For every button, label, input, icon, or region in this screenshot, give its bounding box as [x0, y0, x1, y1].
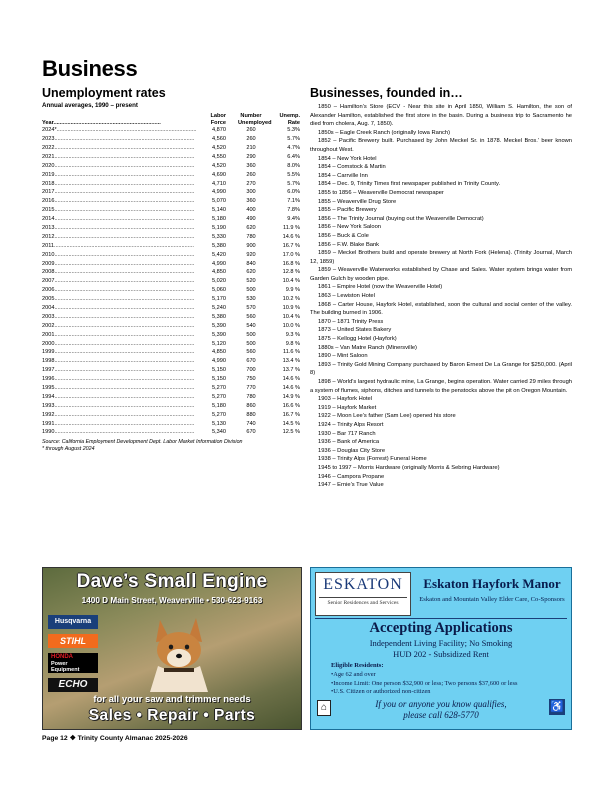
cell-num: 490: [246, 216, 256, 223]
table-row: [42, 162, 300, 171]
list-item: 1850 – Hamilton’s Store (ECV - Near this site in April 1850, William S. Hamilton, the son of Alexander Hamilton, established the first store in the basin. During a business trip to Sacramento he died from cholera, Aug. 7, 1850).: [310, 104, 572, 128]
table-row: [42, 206, 300, 215]
list-item: 1936 – Douglas City Store: [318, 447, 386, 454]
cell-num: 500: [246, 287, 256, 294]
cell-rate: 14.6 %: [282, 385, 300, 392]
cell-rate: 5.5%: [287, 171, 300, 178]
list-item: • Age 62 and over: [331, 671, 517, 680]
cell-rate: 5.7%: [287, 136, 300, 143]
unemployment-table: [42, 113, 300, 437]
table-row: [42, 286, 300, 295]
cell-force: 5,270: [212, 385, 226, 392]
ad-eskaton-line2: HUD 202 - Subsidized Rent: [393, 649, 489, 659]
table-body: [42, 126, 300, 437]
cell-force: 5,170: [212, 296, 226, 303]
husqvarna-logo: Husqvarna: [48, 615, 98, 629]
cell-num: 670: [246, 429, 256, 436]
cell-year: 1999..........................................................................................: [42, 349, 195, 356]
cell-force: 4,850: [212, 269, 226, 276]
cell-num: 840: [246, 260, 256, 267]
cell-rate: 16.8 %: [282, 260, 300, 267]
cell-num: 360: [246, 162, 256, 169]
cell-year: 1995..........................................................................................: [42, 385, 195, 392]
list-item: 1870 – 1871 Trinity Press: [318, 318, 384, 325]
cell-num: 570: [246, 305, 256, 311]
cell-num: 880: [246, 411, 256, 418]
cell-year: 2017..........................................................................................: [42, 189, 195, 196]
table-row: [42, 135, 300, 144]
cell-num: 500: [246, 331, 256, 338]
stihl-logo: STIHL: [48, 634, 98, 648]
cell-rate: 14.6 %: [282, 376, 300, 383]
cell-force: 5,130: [212, 420, 226, 427]
cell-rate: 6.0%: [287, 189, 300, 196]
cell-force: 4,520: [212, 162, 226, 169]
list-item: 1859 – Meckel Brothers build and operate brewery at North Fork (Helena). (Trinity Journal, March 12, 1859): [310, 250, 572, 265]
cell-force: 5,020: [212, 278, 226, 285]
ad-eskaton-eligible-list: [331, 671, 517, 697]
cell-year: 2003..........................................................................................: [42, 313, 195, 320]
table-row: [42, 197, 300, 206]
list-item: 1855 to 1856 – Weaverville Democrat newspaper: [318, 189, 444, 196]
table-row: [42, 251, 300, 260]
cell-force: 4,690: [212, 171, 226, 178]
cell-force: 5,070: [212, 198, 226, 205]
cell-num: 260: [246, 171, 256, 178]
ad-eskaton-eligible-label: Eligible Residents:: [331, 662, 384, 669]
ad-eskaton-accepting: Accepting Applications: [369, 620, 513, 636]
unemployment-section: [42, 86, 300, 453]
unemployment-title: Unemployment rates: [42, 86, 166, 100]
cell-year: 2005..........................................................................................: [42, 296, 195, 303]
list-item: 1880s – Van Matre Ranch (Minersville): [318, 344, 417, 351]
cell-num: 670: [246, 358, 256, 365]
cell-num: 260: [246, 136, 256, 143]
table-row: [42, 260, 300, 269]
cell-rate: 9.8 %: [285, 340, 300, 347]
cell-year: 2023..........................................................................................: [42, 136, 195, 143]
table-row: [42, 304, 300, 313]
cell-num: 740: [246, 420, 256, 427]
cell-force: 5,270: [212, 411, 226, 418]
cell-year: 2010..........................................................................................: [42, 251, 195, 258]
cell-num: 400: [246, 207, 256, 214]
wheelchair-accessible-icon: ♿: [550, 701, 564, 713]
businesses-list: [310, 103, 572, 490]
table-row: [42, 153, 300, 162]
cell-year: 1991..........................................................................................: [42, 420, 195, 427]
list-item: 1863 – Lewiston Hotel: [318, 293, 375, 300]
cell-force: 4,850: [212, 349, 226, 356]
cell-year: 2002..........................................................................................: [42, 322, 195, 329]
cell-force: 4,990: [212, 260, 226, 267]
echo-logo: ECHO: [48, 678, 98, 692]
cell-num: 620: [246, 224, 256, 231]
cell-rate: 5.7%: [287, 180, 300, 187]
page-title: Business: [42, 56, 138, 81]
divider: [315, 618, 567, 619]
table-row: [42, 180, 300, 189]
cell-year: 2012..........................................................................................: [42, 233, 195, 240]
cell-num: 300: [246, 189, 256, 196]
cell-force: 5,380: [212, 313, 226, 320]
cell-num: 270: [246, 180, 256, 187]
ad-eskaton-name: Eskaton Hayfork Manor: [423, 576, 561, 591]
table-row: [42, 348, 300, 357]
table-row: [42, 375, 300, 384]
table-row: [42, 357, 300, 366]
cell-year: 2007..........................................................................................: [42, 278, 195, 285]
cell-rate: 12.5 %: [282, 429, 300, 436]
ad-daves-services: Sales • Repair • Parts: [88, 707, 256, 724]
list-item: 1854 – Carrville Inn: [318, 172, 368, 179]
list-item: 1868 – Carter House, Hayfork Hotel, established, soon the cultural and social center of the valley. The building burned in 1906.: [310, 301, 572, 317]
header-number-unemployed: Number Unemployed: [238, 113, 272, 126]
cell-year: 2008..........................................................................................: [42, 269, 195, 276]
list-item: 1856 – New York Saloon: [318, 224, 381, 231]
cell-force: 5,380: [212, 242, 226, 249]
cell-rate: 12.8 %: [282, 269, 300, 276]
header-year: Year.....................................................................: [42, 119, 161, 126]
cell-rate: 10.2 %: [282, 296, 300, 303]
cell-year: 2013..........................................................................................: [42, 224, 195, 231]
list-item: 1855 – Pacific Brewery: [318, 207, 377, 214]
table-row: [42, 126, 300, 135]
cell-rate: 10.0 %: [282, 322, 300, 329]
cell-rate: 5.3%: [287, 127, 300, 134]
table-row: [42, 402, 300, 411]
cell-force: 5,140: [212, 207, 226, 214]
ad-daves-title: Dave’s Small Engine: [76, 571, 268, 592]
cell-num: 260: [246, 127, 256, 134]
cell-year: 2018..........................................................................................: [42, 180, 195, 187]
cell-force: 5,390: [212, 322, 226, 329]
cell-force: 5,190: [212, 224, 226, 231]
table-row: [42, 295, 300, 304]
cell-year: 2009..........................................................................................: [42, 260, 195, 267]
cell-year: 2001..........................................................................................: [42, 331, 195, 338]
ad-eskaton-line1: Independent Living Facility; No Smoking: [369, 638, 513, 648]
list-item: 1856 – The Trinity Journal (buying out the Weaverville Democrat): [318, 215, 484, 222]
cell-force: 5,180: [212, 216, 226, 223]
unemployment-source: Source: California Employment Development Dept. Labor Market Information Division * through August 2024: [42, 439, 300, 453]
list-item: 1938 – Trinity Alps (Forrest) Funeral Home: [318, 456, 427, 463]
unemployment-note: * through August 2024: [42, 446, 95, 453]
table-row: [42, 144, 300, 153]
cell-year: 2021..........................................................................................: [42, 153, 195, 160]
list-item: 1924 – Trinity Alps Resort: [318, 421, 384, 428]
ad-daves-tagline: for all your saw and trimmer needs: [93, 694, 251, 705]
cell-year: 2022..........................................................................................: [42, 144, 195, 151]
cell-force: 5,340: [212, 429, 226, 436]
cell-force: 4,710: [212, 180, 226, 187]
cell-rate: 16.6 %: [282, 402, 300, 409]
cell-force: 5,150: [212, 376, 226, 383]
cell-year: 1992..........................................................................................: [42, 411, 195, 418]
cell-rate: 10.9 %: [282, 305, 300, 311]
eskaton-logo: ESKATON Senior Residences and Services: [315, 572, 411, 616]
cell-force: 4,990: [212, 189, 226, 196]
list-item: 1946 – Campora Propane: [318, 473, 385, 480]
header-labor-force: Labor Force: [210, 113, 226, 126]
cell-rate: 14.9 %: [282, 393, 300, 400]
cell-force: 5,120: [212, 340, 226, 347]
equal-housing-icon: ⌂: [317, 700, 331, 716]
list-item: 1873 – United States Bakery: [318, 327, 392, 334]
cell-rate: 9.3 %: [285, 331, 300, 338]
table-row: [42, 340, 300, 349]
cell-num: 290: [246, 153, 256, 160]
list-item: 1930 – Bar 717 Ranch: [318, 430, 376, 437]
ad-eskaton-call2: please call 628-5770: [403, 710, 479, 720]
table-row: [42, 331, 300, 340]
cell-year: 1994..........................................................................................: [42, 393, 195, 400]
cell-num: 780: [246, 233, 256, 240]
cell-rate: 10.4 %: [282, 313, 300, 320]
cell-year: 2024*..........................................................................................: [42, 127, 196, 134]
list-item: • U.S. Citizen or authorized non-citizen: [331, 688, 517, 697]
cell-year: 2016..........................................................................................: [42, 198, 195, 205]
cell-force: 4,550: [212, 153, 226, 160]
cell-rate: 11.9 %: [283, 224, 300, 231]
cell-year: 1993..........................................................................................: [42, 402, 195, 409]
dog-photo-icon: [138, 612, 228, 692]
cell-rate: 6.4%: [287, 153, 300, 160]
cell-rate: 9.9 %: [285, 287, 300, 294]
table-row: [42, 366, 300, 375]
cell-force: 5,060: [212, 287, 226, 294]
ad-eskaton-call1: If you or anyone you know qualifies,: [375, 699, 507, 709]
cell-num: 520: [246, 278, 256, 285]
table-row: [42, 188, 300, 197]
cell-rate: 9.4%: [287, 216, 300, 223]
list-item: 1947 – Ernie’s True Value: [318, 482, 384, 489]
list-item: • Income Limit: One person $32,900 or less; Two persons $37,600 or less: [331, 680, 517, 689]
cell-year: 1990..........................................................................................: [42, 429, 195, 436]
cell-rate: 14.6 %: [282, 233, 300, 240]
cell-num: 560: [246, 349, 256, 356]
list-item: 1861 – Empire Hotel (now the Weaverville Hotel): [318, 284, 443, 291]
list-item: 1893 – Trinity Gold Mining Company purchased by Baron Ernest De La Grange for $250,000. (April 8): [310, 361, 572, 377]
ad-daves-small-engine: [42, 567, 302, 730]
cell-num: 540: [246, 322, 256, 329]
cell-rate: 14.5 %: [282, 420, 300, 427]
cell-rate: 13.7 %: [282, 367, 300, 374]
ad-daves-address: 1400 D Main Street, Weaverville • 530-623-9163: [81, 596, 263, 605]
cell-force: 5,330: [212, 233, 226, 240]
cell-num: 900: [246, 242, 256, 249]
table-row: [42, 384, 300, 393]
cell-rate: 7.8%: [287, 207, 300, 214]
table-row: [42, 411, 300, 420]
list-item: 1856 – F.W. Blake Bank: [318, 241, 380, 248]
cell-rate: 17.0 %: [282, 251, 300, 258]
table-row: [42, 313, 300, 322]
cell-rate: 16.7 %: [282, 411, 300, 418]
cell-year: 2014..........................................................................................: [42, 216, 195, 223]
cell-rate: 10.4 %: [282, 278, 300, 285]
list-item: 1936 – Bank of America: [318, 439, 380, 446]
cell-year: 2000..........................................................................................: [42, 340, 195, 347]
header-unemp-rate: Unemp. Rate: [279, 113, 300, 126]
businesses-section: [310, 86, 572, 490]
list-item: 1852 – Pacific Brewery built. Purchased by John Meckel Sr. in 1878. Meckel Bros.’ beer known throughout West.: [310, 138, 572, 153]
table-row: [42, 233, 300, 242]
cell-num: 360: [246, 198, 256, 205]
cell-year: 2006..........................................................................................: [42, 287, 195, 294]
honda-logo: HONDA Power Equipment: [48, 653, 98, 673]
cell-force: 5,180: [212, 402, 226, 409]
table-row: [42, 171, 300, 180]
cell-force: 5,420: [212, 251, 226, 258]
cell-rate: 4.7%: [287, 144, 300, 151]
cell-rate: 7.1%: [287, 198, 300, 205]
list-item: 1922 – Moon Lee’s father (Sam Lee) opened his store: [318, 413, 456, 420]
list-item: 1890 – Mint Saloon: [318, 353, 368, 360]
list-item: 1854 – Dec. 9, Trinity Times first newspaper published in Trinity County.: [318, 181, 501, 188]
list-item: 1856 – Buck & Cole: [318, 232, 369, 239]
unemployment-subtitle: Annual averages, 1990 – present: [42, 102, 138, 109]
cell-num: 530: [246, 296, 256, 303]
cell-force: 4,990: [212, 358, 226, 365]
cell-num: 750: [246, 376, 256, 383]
cell-rate: 11.6 %: [283, 349, 300, 356]
table-row: [42, 428, 300, 437]
cell-year: 1996..........................................................................................: [42, 376, 195, 383]
table-row: [42, 242, 300, 251]
cell-num: 500: [246, 340, 256, 347]
cell-year: 2011..........................................................................................: [42, 242, 194, 249]
list-item: 1898 – World’s largest hydraulic mine, La Grange, begins operation. Water carried 29 miles through a system of flumes, siphons, ditches and tunnels to the penstocks above the pit on Oregon Mountain.: [310, 379, 572, 394]
cell-rate: 13.4 %: [282, 358, 300, 365]
table-row: [42, 268, 300, 277]
cell-num: 560: [246, 313, 256, 320]
cell-num: 210: [246, 144, 256, 151]
businesses-title: Businesses, founded in…: [310, 86, 463, 100]
table-row: [42, 322, 300, 331]
cell-force: 5,390: [212, 331, 226, 338]
ad-eskaton-hayfork-manor: [310, 567, 572, 730]
list-item: 1854 – Comstock & Martin: [318, 164, 386, 171]
list-item: 1850s – Eagle Creek Ranch (originally Iowa Ranch): [318, 129, 451, 136]
list-item: 1875 – Kellogg Hotel (Hayfork): [318, 336, 397, 343]
table-row: [42, 277, 300, 286]
cell-rate: 16.7 %: [282, 242, 300, 249]
list-item: 1859 – Weaverville Waterworks established by Chase and Sales. Water system brings water from Garden Gulch by wooden pipe.: [310, 267, 572, 282]
table-header: [42, 113, 300, 126]
cell-year: 1997..........................................................................................: [42, 367, 195, 374]
table-row: [42, 224, 300, 233]
cell-year: 1998..........................................................................................: [42, 358, 195, 365]
cell-year: 2020..........................................................................................: [42, 162, 195, 169]
cell-num: 770: [246, 385, 256, 392]
cell-force: 4,520: [212, 144, 226, 151]
page-footer: Page 12 ❖ Trinity County Almanac 2025-2026: [42, 735, 188, 742]
cell-force: 4,870: [212, 127, 226, 134]
ad-eskaton-cosponsors: Eskaton and Mountain Valley Elder Care, Co-Sponsors: [419, 596, 565, 603]
cell-force: 5,240: [212, 305, 226, 311]
table-row: [42, 420, 300, 429]
cell-num: 700: [246, 367, 256, 374]
cell-rate: 8.0%: [287, 162, 300, 169]
list-item: 1903 – Hayfork Hotel: [318, 396, 373, 403]
cell-num: 780: [246, 393, 256, 400]
cell-year: 2015..........................................................................................: [42, 207, 195, 214]
list-item: 1854 – New York Hotel: [318, 155, 377, 162]
cell-num: 860: [246, 402, 256, 409]
cell-force: 4,560: [212, 136, 226, 143]
cell-force: 5,270: [212, 393, 226, 400]
list-item: 1945 to 1997 – Morris Hardware (originally Morris & Sebring Hardware): [318, 464, 500, 471]
cell-force: 5,150: [212, 367, 226, 374]
cell-num: 620: [246, 269, 256, 276]
list-item: 1919 – Hayfork Market: [318, 404, 377, 411]
cell-year: 2019..........................................................................................: [42, 171, 195, 178]
list-item: 1855 – Weaverville Drug Store: [318, 198, 397, 205]
table-row: [42, 393, 300, 402]
table-row: [42, 215, 300, 224]
cell-year: 2004..........................................................................................: [42, 305, 195, 311]
cell-num: 920: [246, 251, 256, 258]
